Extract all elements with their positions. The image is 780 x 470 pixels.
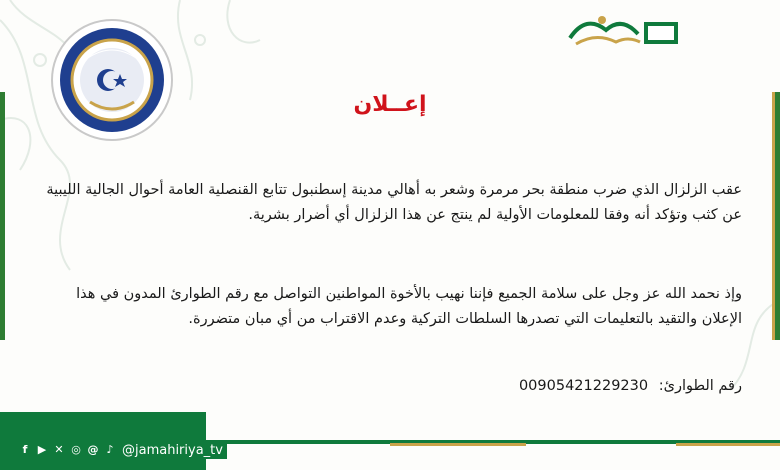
footer-gold-line-right: [676, 443, 780, 446]
threads-icon[interactable]: @: [87, 443, 99, 456]
notice-title: إعــلان: [353, 92, 427, 117]
social-handle: @jamahiriya_tv: [122, 442, 223, 458]
hotline-number: 00905421229230: [518, 378, 649, 394]
footer-gold-line: [390, 443, 526, 446]
tiktok-icon[interactable]: ♪: [106, 443, 114, 456]
jamahiriya-brand-logo: [566, 8, 686, 54]
instagram-icon[interactable]: ◎: [71, 443, 81, 456]
consulate-seal-logo: [50, 18, 174, 142]
right-green-rail: [775, 92, 780, 340]
facebook-icon[interactable]: f: [22, 443, 28, 456]
social-handle-bar: [14, 441, 227, 459]
youtube-icon[interactable]: ▶: [37, 443, 47, 456]
x-icon[interactable]: ✕: [54, 443, 64, 456]
notice-paragraph-1: عقب الزلزال الذي ضرب منطقة بحر مرمرة وشعر به أهالي مدينة إسطنبول تتابع القنصلية العامة أحوال الجالية الليبية عن كثب وتؤكد أنه وفقا للمعلومات الأولية لم ينتج عن هذا الزلزال أي أضرار بشرية.: [46, 182, 742, 223]
notice-paragraph-2: وإذ نحمد الله عز وجل على سلامة الجميع فإننا نهيب بالأخوة المواطنين التواصل مع رقم الطوارئ المدون في هذا الإعلان والتقيد بالتعليمات التي تصدرها السلطات التركية وعدم الاقتراب من أي مبان متضررة.: [76, 286, 742, 327]
right-gold-rail: [772, 92, 775, 340]
emergency-hotline: [519, 378, 742, 394]
left-green-rail: [0, 92, 5, 340]
hotline-label: رقم الطوارئ:: [658, 378, 742, 394]
